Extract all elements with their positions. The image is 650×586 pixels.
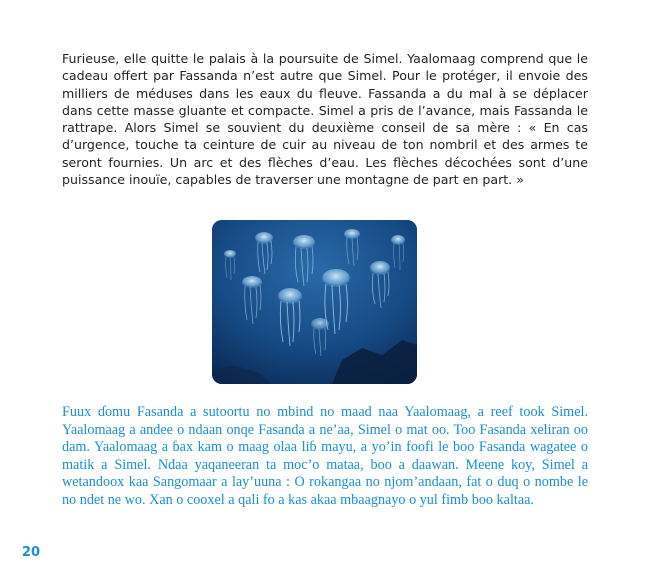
jellyfish-art: [212, 220, 417, 384]
jellyfish-illustration-icon: [212, 220, 417, 384]
french-paragraph: Furieuse, elle quitte le palais à la poursuite de Simel. Yaalomaag comprend que le cadeau offert par Fassanda n’est autre que Simel. Pour le protéger, il envoie des milliers de méduses dans les eaux du fleuve. Fassanda a du mal à se déplacer dans cette masse gluante et compacte. Simel a pris de l’avance, mais Fassanda le rattrape. Alors Simel se souvient du deuxième conseil de sa mère : « En cas d’urgence, touche ta ceinture de cuir au niveau de ton nombril et des armes te seront fournies. Un arc et des flèches d’eau. Les flèches décochées sont d’une puissance inouïe, capables de traverser une montagne de part en part. »: [62, 51, 588, 188]
serer-paragraph: Fuux ɗomu Fasanda a sutoortu no mbind no maad naa Yaalomaag, a reef took Simel. Yaalomaag a andee o ndaan onqe Fasanda a ne’aa, Simel o mat oo. Too Fasanda xeliran oo dam. Yaalomaag a ɓax kam o maag olaa liɓ mayu, a yo’in foofi le boo Fasanda wagatee o matik a Simel. Ndaa yaqaneeran ta moc’o mataa, boo a daawan. Meene koy, Simel a wetandoox kaa Sangomaar a lay’uuna : O rokangaa no njom’andaan, fat o duq o nombe le no ndet ne wo. Xan o cooxel a qali fo a kas akaa mbaagnayo o yul fimb boo kaltaa.: [62, 404, 588, 508]
page-number: 20: [22, 545, 41, 560]
